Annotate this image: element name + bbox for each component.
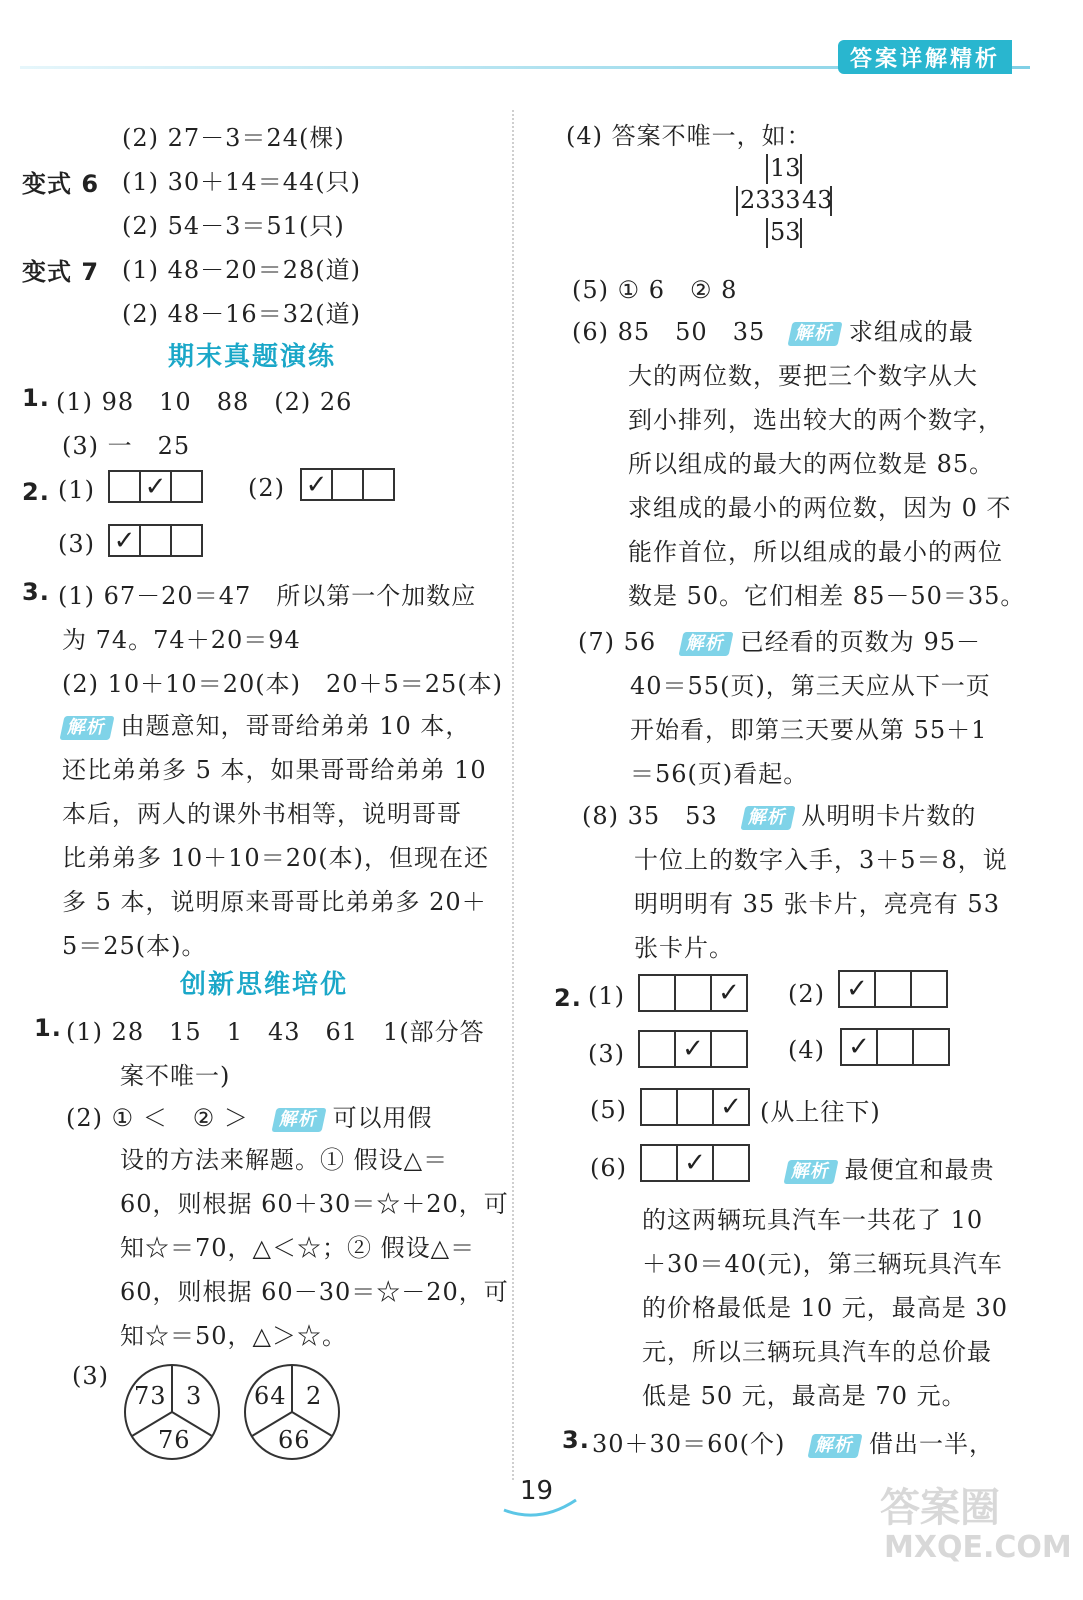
choice-box <box>170 524 203 557</box>
line: (5) ① 6 ② 8 <box>572 276 738 304</box>
sub-label: (4) <box>788 1036 825 1064</box>
choice-box-checked: ✓ <box>674 1030 712 1068</box>
line: 案不唯一) <box>120 1062 231 1090</box>
line: 知☆＝70，△＜☆；② 假设△＝ <box>120 1234 476 1262</box>
question-number: 3. <box>22 578 50 606</box>
choice-boxes <box>300 468 395 501</box>
sub-label: (6) <box>590 1154 627 1182</box>
choice-box-checked: ✓ <box>300 468 333 501</box>
cross-number: 13 <box>770 154 801 182</box>
choice-box-checked: ✓ <box>838 970 876 1008</box>
line: (1) 30＋14＝44(只) <box>122 168 361 196</box>
line: (2) 27－3＝24(棵) <box>122 124 345 152</box>
note: (从上往下) <box>760 1098 881 1126</box>
analysis-tag: 解析 <box>271 1108 326 1132</box>
line <box>592 1424 994 1459</box>
line-text: 已经看的页数为 95－ <box>739 628 981 656</box>
choice-boxes <box>638 1030 748 1068</box>
line: (1) 67－20＝47 所以第一个加数应 <box>58 582 477 610</box>
cross-number: 43 <box>802 186 833 214</box>
line-text: (2) ① ＜ ② ＞ <box>66 1104 249 1132</box>
section-title: 期末真题演练 <box>168 342 337 372</box>
line <box>786 1150 995 1185</box>
analysis-tag: 解析 <box>59 716 114 740</box>
choice-box-checked: ✓ <box>108 524 141 557</box>
line: 本后，两人的课外书相等，说明哥哥 <box>62 800 462 828</box>
choice-box <box>910 970 948 1008</box>
line: 低是 50 元，最高是 70 元。 <box>642 1382 967 1410</box>
line <box>572 312 974 347</box>
choice-boxes <box>640 1088 750 1126</box>
circle-value: 76 <box>158 1426 191 1454</box>
line: 明明明有 35 张卡片，亮亮有 53 <box>634 890 1000 918</box>
line-text: 求组成的最 <box>848 318 974 346</box>
choice-box <box>638 974 676 1012</box>
watermark: 答案圈 <box>880 1485 1000 1531</box>
choice-boxes <box>108 524 203 557</box>
cross-number: 23 <box>740 186 771 214</box>
choice-boxes <box>838 970 948 1008</box>
choice-box-checked: ✓ <box>139 470 172 503</box>
line-text: (6) 85 50 35 <box>572 318 766 346</box>
line <box>66 1098 433 1133</box>
line: 的这两辆玩具汽车一共花了 10 <box>642 1206 984 1234</box>
choice-box-checked: ✓ <box>676 1144 714 1182</box>
line-text: 借出一半， <box>868 1430 994 1458</box>
choice-box <box>108 470 141 503</box>
line: 为 74。74＋20＝94 <box>62 626 301 654</box>
sub-label: (2) <box>248 474 285 502</box>
choice-box <box>139 524 172 557</box>
choice-box-checked: ✓ <box>712 1088 750 1126</box>
line: (2) 54－3＝51(只) <box>122 212 345 240</box>
line: 设的方法来解题。① 假设△＝ <box>120 1146 449 1174</box>
variant-label: 变式 7 <box>22 258 100 286</box>
choice-box <box>676 1088 714 1126</box>
line: 40＝55(页)，第三天应从下一页 <box>630 672 991 700</box>
line: 开始看，即第三天要从第 55＋1 <box>630 716 988 744</box>
choice-box <box>874 970 912 1008</box>
sub-label: (5) <box>590 1096 627 1124</box>
page-number: 19 <box>520 1476 554 1506</box>
line: 求组成的最小的两位数，因为 0 不 <box>628 494 1012 522</box>
choice-box <box>912 1028 950 1066</box>
choice-box <box>170 470 203 503</box>
section-title: 创新思维培优 <box>180 970 349 1000</box>
choice-box <box>362 468 395 501</box>
choice-box <box>710 1030 748 1068</box>
line <box>582 796 976 831</box>
choice-boxes <box>108 470 203 503</box>
cross-line <box>736 186 738 216</box>
line: 知☆＝50，△＞☆。 <box>120 1322 347 1350</box>
question-number: 1. <box>22 384 50 412</box>
line: ＝56(页)看起。 <box>630 760 809 788</box>
circle-value: 73 <box>134 1382 167 1410</box>
line-text: 可以用假 <box>332 1104 433 1132</box>
analysis-tag: 解析 <box>808 1434 863 1458</box>
line: ＋30＝40(元)，第三辆玩具汽车 <box>642 1250 1003 1278</box>
line: (1) 98 10 88 (2) 26 <box>56 388 353 416</box>
line-text: 30＋30＝60(个) <box>592 1430 786 1458</box>
circle-value: 64 <box>254 1382 287 1410</box>
choice-box <box>640 1144 678 1182</box>
sub-label: (3) <box>58 530 95 558</box>
line: 比弟弟多 10＋10＝20(本)，但现在还 <box>62 844 489 872</box>
question-number: 1. <box>34 1014 62 1042</box>
question-number: 3. <box>562 1426 590 1454</box>
line: (2) 10＋10＝20(本) 20＋5＝25(本) <box>62 670 504 698</box>
question-number: 2. <box>554 984 582 1012</box>
circle-value: 3 <box>186 1382 203 1410</box>
header-tag: 答案详解精析 <box>838 40 1012 74</box>
line: (1) 48－20＝28(道) <box>122 256 361 284</box>
line: (2) 48－16＝32(道) <box>122 300 361 328</box>
analysis-tag: 解析 <box>788 322 843 346</box>
line: 大的两位数，要把三个数字从大 <box>628 362 978 390</box>
analysis-tag: 解析 <box>783 1160 838 1184</box>
sub-label: (1) <box>588 982 625 1010</box>
line: 多 5 本，说明原来哥哥比弟弟多 20＋ <box>62 888 487 916</box>
line: 元，所以三辆玩具汽车的总价最 <box>642 1338 992 1366</box>
choice-box-checked: ✓ <box>840 1028 878 1066</box>
line-text: (7) 56 <box>578 628 657 656</box>
question-number: 2. <box>22 478 50 506</box>
variant-label: 变式 6 <box>22 170 100 198</box>
line: (3) 一 25 <box>62 432 191 460</box>
cross-line <box>766 218 768 248</box>
sub-label: (2) <box>788 980 825 1008</box>
page-swoosh-icon <box>500 1496 580 1522</box>
cross-number: 33 <box>770 186 801 214</box>
choice-boxes <box>638 974 748 1012</box>
line: 的价格最低是 10 元，最高是 30 <box>642 1294 1008 1322</box>
analysis-tag: 解析 <box>740 806 795 830</box>
circle-value: 66 <box>278 1426 311 1454</box>
sub-label: (3) <box>72 1362 109 1390</box>
choice-box <box>640 1088 678 1126</box>
choice-box <box>876 1028 914 1066</box>
line: (1) 28 15 1 43 61 1(部分答 <box>66 1018 485 1046</box>
line-text: 最便宜和最贵 <box>844 1156 995 1184</box>
line: 张卡片。 <box>634 934 734 962</box>
line: 5＝25(本)。 <box>62 932 207 960</box>
line-text: 从明明卡片数的 <box>801 802 977 830</box>
line-text: 由题意知，哥哥给弟弟 10 本， <box>120 712 471 740</box>
line: 到小排列，选出较大的两个数字， <box>628 406 1003 434</box>
line: 数是 50。它们相差 85－50＝35。 <box>628 582 1026 610</box>
line: 所以组成的最大的两位数是 85。 <box>628 450 995 478</box>
choice-box <box>674 974 712 1012</box>
circle-value: 2 <box>306 1382 323 1410</box>
line: 十位上的数字入手，3＋5＝8，说 <box>634 846 1008 874</box>
line: 能作首位，所以组成的最小的两位 <box>628 538 1003 566</box>
sub-label: (3) <box>588 1040 625 1068</box>
choice-box <box>638 1030 676 1068</box>
line: 60，则根据 60＋30＝☆＋20，可 <box>120 1190 509 1218</box>
line: 60，则根据 60－30＝☆－20，可 <box>120 1278 509 1306</box>
cross-line <box>766 154 768 184</box>
cross-number: 53 <box>770 218 801 246</box>
line <box>578 622 981 657</box>
column-divider <box>512 110 514 1480</box>
choice-boxes <box>840 1028 950 1066</box>
line: (4) 答案不唯一，如： <box>566 122 812 150</box>
choice-boxes <box>640 1144 750 1182</box>
choice-box <box>331 468 364 501</box>
sub-label: (1) <box>58 476 95 504</box>
line <box>62 706 470 741</box>
line-text: (8) 35 53 <box>582 802 718 830</box>
watermark-url: MXQE.COM <box>884 1530 1072 1565</box>
line: 还比弟弟多 5 本，如果哥哥给弟弟 10 <box>62 756 487 784</box>
choice-box <box>712 1144 750 1182</box>
choice-box-checked: ✓ <box>710 974 748 1012</box>
analysis-tag: 解析 <box>679 632 734 656</box>
